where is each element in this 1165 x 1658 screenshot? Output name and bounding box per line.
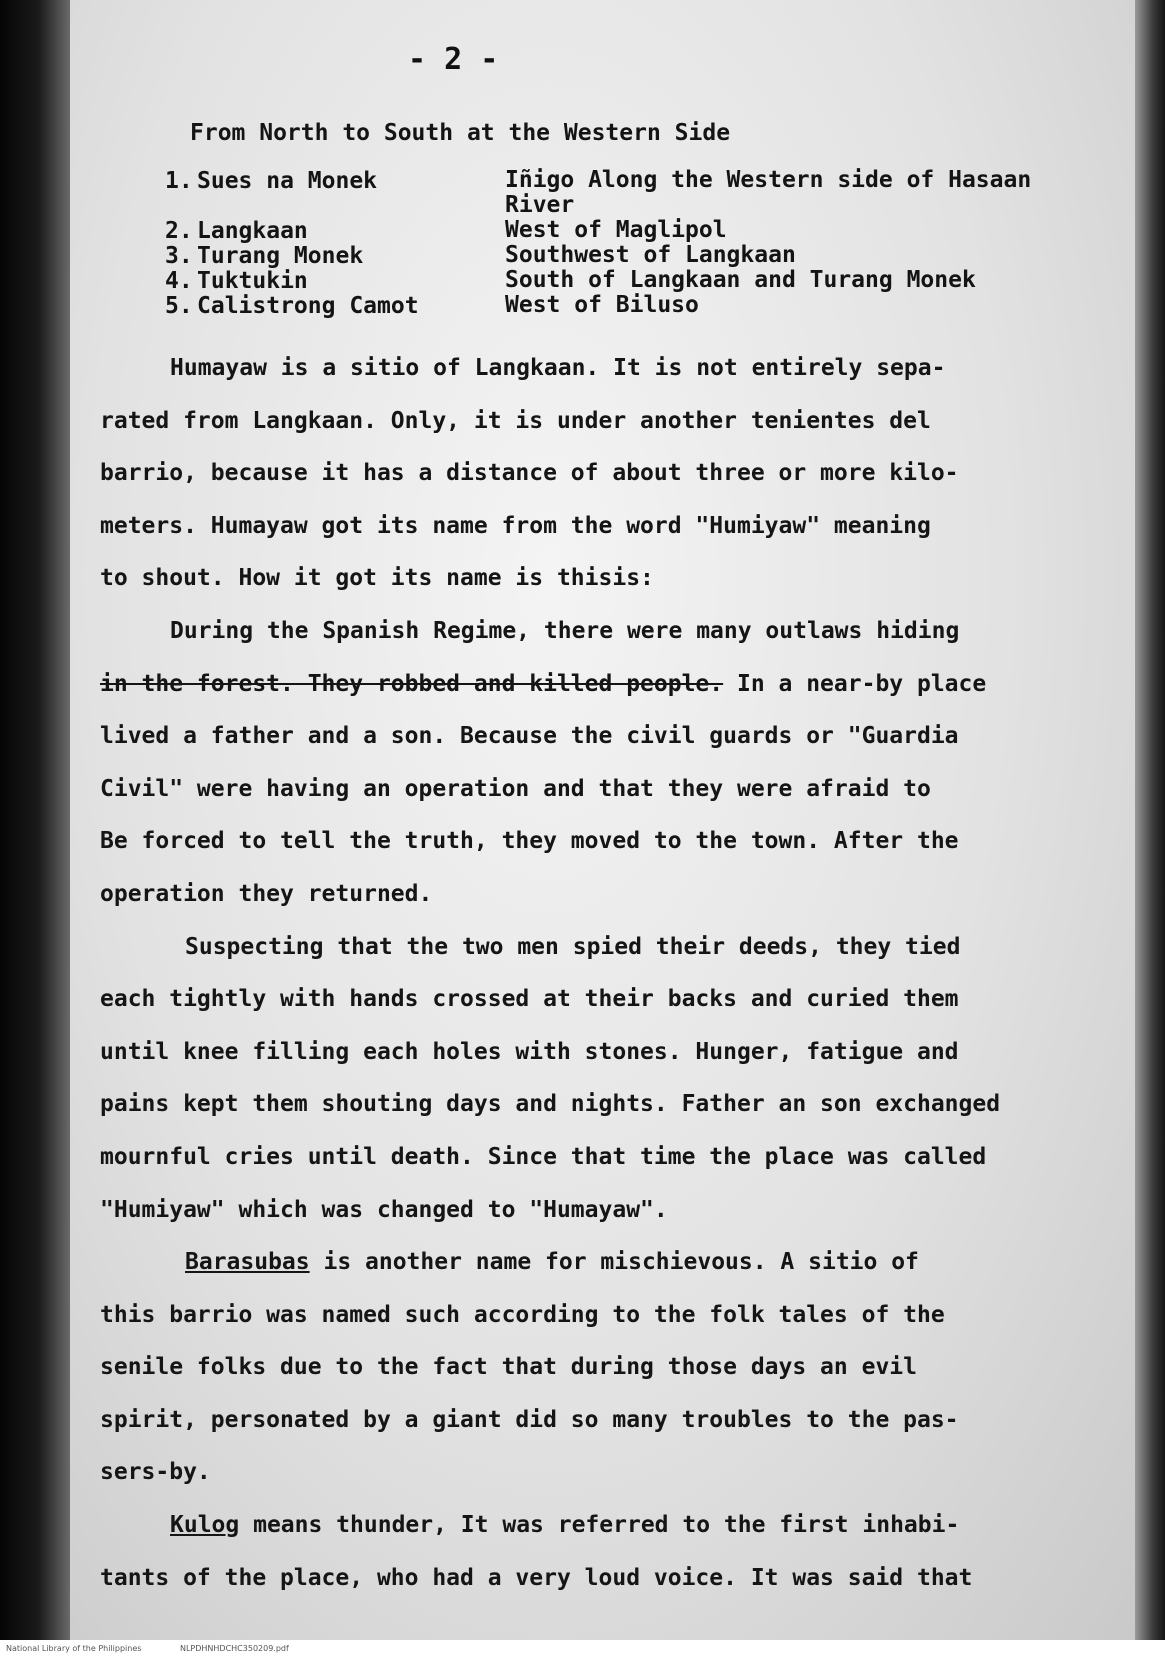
page-number: - 2 - [408, 42, 499, 77]
sitio-name: Calistrong Camot [197, 293, 419, 319]
text-line: sers-by. [100, 1459, 211, 1486]
text-line: Be forced to tell the truth, they moved to the town. After the [100, 828, 959, 855]
text-line: tants of the place, who had a very loud voice. It was said that [100, 1564, 973, 1591]
underlined-term: Barasubas [185, 1249, 310, 1276]
sitio-row [165, 243, 1065, 268]
text-line [100, 1242, 1080, 1295]
sitio-name: Turang Monek [197, 243, 364, 269]
sitio-location: South of Langkaan and Turang Monek [505, 267, 976, 293]
text-line: meters. Humayaw got its name from the word "Humiyaw" meaning [100, 512, 931, 539]
text-line: barrio, because it has a distance of about three or more kilo- [100, 460, 959, 487]
sitio-number: 4. [165, 268, 193, 294]
library-credit: National Library of the Philippines [6, 1644, 142, 1653]
sitio-row [165, 268, 1065, 293]
text-line: operation they returned. [100, 880, 433, 907]
sitio-number: 1. [165, 168, 193, 194]
text-line: this barrio was named such according to the folk tales of the [100, 1301, 945, 1328]
sitio-row [165, 293, 1065, 318]
underlined-term: Kulog [170, 1512, 240, 1539]
sitio-row [165, 218, 1065, 243]
section-heading: From North to South at the Western Side [190, 120, 731, 146]
text-line: mournful cries until death. Since that time the place was called [100, 1143, 987, 1170]
text-line: to shout. How it got its name is thisis: [100, 565, 654, 592]
sitio-location: West of Biluso [505, 292, 699, 318]
text-span: means thunder, It was referred to the first inhabi- [239, 1512, 960, 1539]
text-span: In a near-by place [723, 670, 987, 697]
text-line: until knee filling each holes with stones. Hunger, fatigue and [100, 1038, 959, 1065]
book-gutter-left [0, 0, 70, 1658]
text-line [100, 1505, 1080, 1558]
text-line: During the Spanish Regime, there were many outlaws hiding [170, 617, 960, 644]
sitio-number: 3. [165, 243, 193, 269]
text-line: Suspecting that the two men spied their deeds, they tied [185, 933, 961, 960]
sitio-number: 5. [165, 293, 193, 319]
struck-text: in the forest. They robbed and killed people. [100, 670, 724, 697]
sitio-location: West of Maglipol [505, 217, 727, 243]
body-text [100, 348, 1080, 1610]
text-line [100, 664, 1080, 717]
scan-footer [0, 1640, 1165, 1658]
text-line: each tightly with hands crossed at their backs and curied them [100, 986, 959, 1013]
text-line: Humayaw is a sitio of Langkaan. It is not entirely sepa- [170, 355, 946, 381]
text-line: Civil" were having an operation and that they were afraid to [100, 775, 931, 802]
text-line: rated from Langkaan. Only, it is under another tenientes del [100, 407, 931, 434]
sitio-list [165, 168, 1065, 318]
text-line: pains kept them shouting days and nights. Father an son exchanged [100, 1091, 1001, 1118]
text-line: "Humiyaw" which was changed to "Humayaw". [100, 1196, 668, 1223]
sitio-number: 2. [165, 218, 193, 244]
text-line: senile folks due to the fact that during those days an evil [100, 1354, 917, 1381]
file-name: NLPDHNHDCHC350209.pdf [179, 1644, 289, 1653]
sitio-name: Tuktukin [197, 268, 308, 294]
text-line: spirit, personated by a giant did so many troubles to the pas- [100, 1406, 959, 1433]
sitio-location: Southwest of Langkaan [505, 242, 796, 268]
sitio-location: Iñigo Along the Western side of Hasaan River [505, 167, 1032, 218]
book-edge-right [1135, 0, 1165, 1658]
sitio-row [165, 168, 1065, 218]
sitio-name: Sues na Monek [197, 168, 378, 194]
sitio-name: Langkaan [197, 218, 308, 244]
text-line: lived a father and a son. Because the civil guards or "Guardia [100, 723, 959, 750]
text-span: is another name for mischievous. A sitio of [309, 1249, 919, 1276]
